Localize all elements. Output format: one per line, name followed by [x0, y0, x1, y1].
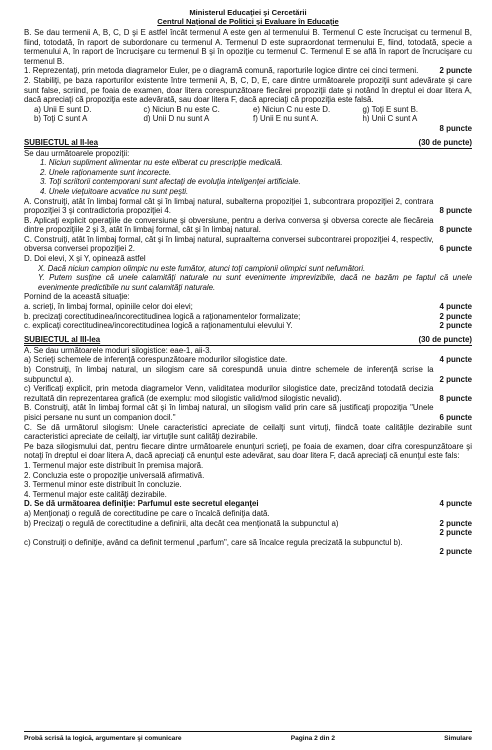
statement: 4. Termenul major este calităţi dezirabile. [24, 489, 167, 499]
s3-d-b: b) Precizaţi o regulă de corectitudine a definirii, alta decât cea menţionată la subpunctul a) 2 puncte [24, 518, 472, 528]
s1b-options [24, 105, 472, 124]
section-3-heading [24, 335, 472, 346]
s3-item-c-instructions: Pe baza silogismului dat, pentru fiecare dintre următoarele enunţuri scrieţi, pe foaia de examen, doar cifra corespunzătoare şi notaţi în dreptul ei doar litera A, dacă apreciaţi că enunţul este adevărat, sau doar litera F, dacă apreciaţi că enunţul este fals: [24, 441, 472, 461]
s3-d-c: c) Construiţi o definiţie, având ca definit termenul „parfum", care să încalce regula precizată la subpunctul b). [24, 537, 403, 547]
s2-item-a: A. Construiţi, atât în limbaj formal cât şi în limbaj natural, subalterna propoziţiei 1, subcontrara propoziţiei 2, contrara propoziţiei 3 şi contradictoria propoziţiei 4. 8 puncte [24, 196, 472, 216]
s2-intro: Se dau următoarele propoziţii: [24, 148, 130, 158]
option: e) Niciun C nu este D. [253, 104, 331, 114]
proposition: 4. Unele vieţuitoare acvatice nu sunt peşti. [40, 186, 189, 196]
s2-d-intro: Pornind de la această situaţie: [24, 292, 130, 302]
s2-d-c: c. explicaţi corectitudinea/incorectitudinea logică a raţionamentului elevului Y. 2 puncte [24, 321, 472, 331]
option: d) Unii D nu sunt A [143, 114, 210, 124]
section-3 [24, 335, 472, 557]
ministry-name: Ministerul Educaţiei şi Cercetării [189, 8, 307, 17]
footer-session: Simulare [444, 735, 472, 743]
header [24, 0, 472, 26]
s3-a-a: a) Scrieţi schemele de inferenţă corespunzătoare modurilor silogistice date. 4 puncte [24, 355, 472, 365]
s3-statements [24, 461, 472, 499]
option: f) Unii E nu sunt A. [253, 114, 319, 124]
footer-page-number: Pagina 2 din 2 [290, 735, 336, 743]
proposition: 1. Niciun supliment alimentar nu este eliberat cu prescripţie medicală. [40, 158, 283, 168]
option: a) Unii E sunt D. [34, 104, 92, 114]
s2-item-d: D. Doi elevi, X şi Y, opinează astfel [24, 254, 146, 264]
s2-item-c: C. Construiţi, atât în limbaj formal, cât şi în limbaj natural, supraalterna conversei subcontrarei propoziţiei 4, respectiv, obversa conversei propoziţiei 2. 6 puncte [24, 234, 472, 254]
s2-propositions [24, 158, 472, 196]
option: c) Niciun B nu este C. [143, 104, 220, 114]
s2-item-b: B. Aplicaţi explicit operaţiile de conversiune şi obversiune, pentru a deriva conversa şi obversa corecte ale fiecăreia dintre propoziţiile 2 şi 3, atât în limbaj formal, cât şi în limbaj natural. 8 puncte [24, 215, 472, 235]
s1b-item1: 1. Reprezentaţi, prin metoda diagramelor Euler, pe o diagramă comună, raporturile logice dintre cei cinci termeni. 2 puncte [24, 66, 472, 76]
page-footer [24, 731, 472, 744]
s3-item-b: B. Construiţi, atât în limbaj formal cât şi în limbaj natural, un silogism valid prin care să justificaţi propoziţia "Unele pisici persane nu sunt un companion docil." 6 puncte [24, 403, 472, 422]
section-2-points: (30 de puncte) [418, 137, 472, 147]
section-3-points: (30 de puncte) [418, 334, 472, 344]
statement: 1. Termenul major este distribuit în premisa majoră. [24, 460, 204, 470]
footer-exam-name: Probă scrisă la logică, argumentare şi comunicare [24, 735, 182, 743]
s3-d-c-points: 2 puncte [439, 547, 472, 557]
statement: 2. Concluzia este o propoziţie universală afirmativă. [24, 470, 205, 480]
option: g) Toţi E sunt B. [362, 104, 419, 114]
s3-item-d: D. Se dă următoarea definiţie: Parfumul este secretul eleganţei 4 puncte [24, 499, 472, 509]
s3-a-c: c) Verificaţi explicit, prin metoda diagramelor Venn, validitatea modurilor silogistice date, precizând totodată decizia rezultată din reprezentarea grafică (de exemplu: mod silogistic valid/mod silogistic nevalid). 8 puncte [24, 384, 472, 403]
s2-d-b: b. precizaţi corectitudinea/incorectitudinea logică a raţionamentelor formalizate; 2 puncte [24, 311, 472, 321]
s2-opinion-y: Y. Putem susţine că unele calamităţi naturale nu sunt evenimente imprevizibile, dacă ne bazăm pe faptul că unele evenimente predictibile nu sunt calamităţi naturale. [38, 273, 472, 292]
s2-d-a: a. scrieţi, în limbaj formal, opiniile celor doi elevi; 4 puncte [24, 302, 472, 312]
s3-a-b: b) Construiţi, în limbaj natural, un silogism care să corespundă unuia dintre schemele de inferenţă scrise la subpunctul a). 2 puncte [24, 365, 472, 384]
s3-d-a: a) Menţionaţi o regulă de corectitudine pe care o încalcă definiţia dată. [24, 508, 270, 518]
s1b-item2-points: 8 puncte [439, 123, 472, 133]
s3-item-a: A. Se dau următoarele moduri silogistice: eae-1, aii-3. [24, 345, 212, 355]
s3-item-c: C. Se dă următorul silogism: Unele caracteristici apreciate de ceilalţi sunt virtuţi, fiindcă toate calităţile dezirabile sunt caracteristici apreciate de ceilalţi, iar virtuţile sunt calităţi dezirabile. [24, 422, 472, 442]
option: h) Unii C sunt A [362, 114, 418, 124]
option: b) Toţi C sunt A [34, 114, 88, 124]
section-2-title: SUBIECTUL al II-lea [24, 137, 98, 147]
section-3-title: SUBIECTUL al III-lea [24, 334, 101, 344]
proposition: 3. Toţi scriitorii contemporani sunt afectaţi de evoluţia inteligenţei artificiale. [40, 177, 301, 187]
center-name: Centrul Naţional de Politici şi Evaluare în Educaţie [157, 17, 339, 26]
section-2 [24, 138, 472, 331]
s2-opinion-x: X. Dacă niciun campion olimpic nu este fumător, atunci toţi campionii olimpici sunt nefumători. [38, 263, 366, 273]
proposition: 2. Unele raţionamente sunt incorecte. [40, 167, 172, 177]
s1b-item2: 2. Stabiliţi, pe baza raporturilor existente între termenii A, B, C, D, E, care dintre următoarele propoziţii sunt adevărate şi care sunt false, scriind, pe foaia de examen, doar litera corespunzătoare fiecărei propoziţii date şi notând în dreptul ei doar litera A, dacă apreciaţi că propoziţia este adevărată, sau doar litera F, dacă apreciaţi că propoziţia este falsă. [24, 75, 472, 105]
section-1b [24, 28, 472, 134]
s3-d-a-points: 2 puncte [439, 528, 472, 538]
statement: 3. Termenul minor este distribuit în concluzie. [24, 480, 182, 490]
section-2-heading [24, 138, 472, 149]
s1b-statement: B. Se dau termenii A, B, C, D şi E astfel încât termenul A este gen al termenului B. Termenul C este încrucişat cu termenul B, fiind, totodată, în raport de subordonare cu termenul A. Termenul D este supraordonat termenului E, fiind, totodată, specie a termenului A, în raport de încrucişare cu termenul B şi în opoziţie cu termenul C. Termenul E se află în raport de încrucişare cu termenul B. [24, 28, 472, 66]
